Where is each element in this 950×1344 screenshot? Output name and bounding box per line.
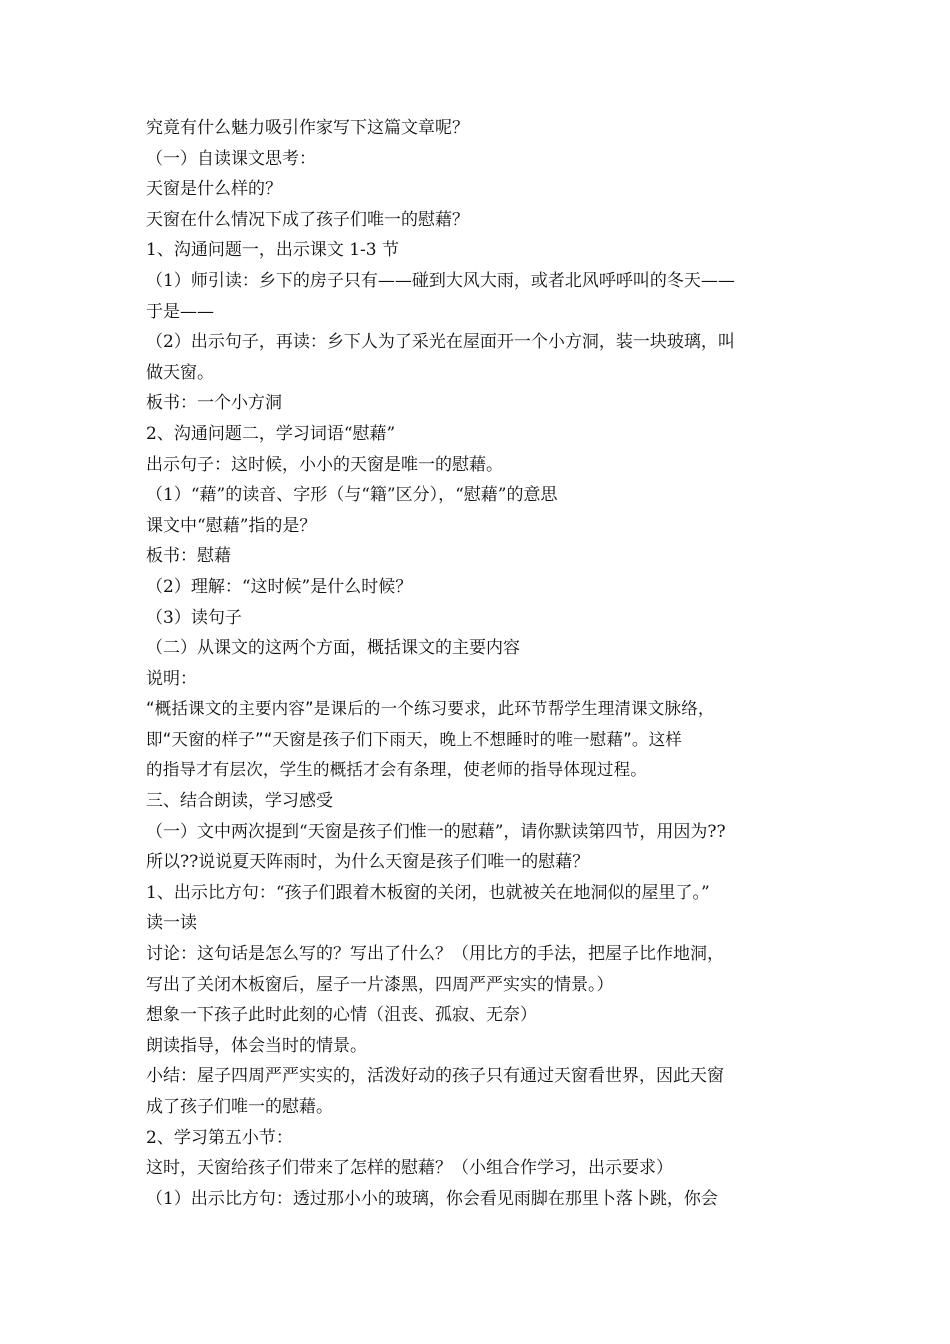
text-line: 1、沟通问题一，出示课文 1-3 节 <box>146 240 399 261</box>
text-line: 于是—— <box>146 301 214 322</box>
document-body <box>146 113 818 1214</box>
text-line: 板书：一个小方洞 <box>146 393 282 414</box>
note-line: 即“天窗的样子”“天窗是孩子们下雨天，晚上不想睡时的唯一慰藉”。这样 <box>146 729 682 749</box>
note-line: “概括课文的主要内容”是课后的一个练习要求，此环节帮学生理清课文脉络， <box>146 699 715 719</box>
text-line: （一）文中两次提到“天窗是孩子们惟一的慰藉”，请你默读第四节，用因为?? <box>146 821 726 842</box>
text-line: 所以??说说夏天阵雨时，为什么天窗是孩子们唯一的慰藉？ <box>146 852 590 873</box>
text-line: 2、沟通问题二，学习词语“慰藉” <box>146 423 396 444</box>
text-line: （二）从课文的这两个方面，概括课文的主要内容 <box>146 638 520 659</box>
text-line: 想象一下孩子此时此刻的心情（沮丧、孤寂、无奈） <box>146 1005 537 1026</box>
note-line: 的指导才有层次，学生的概括才会有条理，使老师的指导体现过程。 <box>146 760 647 780</box>
text-line: 究竟有什么魅力吸引作家写下这篇文章呢？ <box>146 118 469 138</box>
text-line: 做天窗。 <box>146 362 214 383</box>
text-line: （1）“藉”的读音、字形（与“籍”区分），“慰藉”的意思 <box>146 485 558 506</box>
text-line: 读一读 <box>146 913 197 934</box>
text-line: 说明： <box>146 668 197 689</box>
text-line: （1）师引读：乡下的房子只有——碰到大风大雨，或者北风呼呼叫的冬天—— <box>146 270 735 291</box>
text-line: 这时，天窗给孩子们带来了怎样的慰藉？（小组合作学习，出示要求） <box>146 1158 673 1179</box>
text-line: 小结：屋子四周严严实实的，活泼好动的孩子只有通过天窗看世界，因此天窗 <box>146 1066 724 1087</box>
text-line: 成了孩子们唯一的慰藉。 <box>146 1097 333 1117</box>
text-line: 课文中“慰藉”指的是？ <box>146 515 317 536</box>
text-line: 写出了关闭木板窗后，屋子一片漆黑，四周严严实实的情景。） <box>146 974 614 995</box>
text-line: （2）理解：“这时候”是什么时候？ <box>146 576 413 597</box>
text-line: 天窗是什么样的？ <box>146 179 282 200</box>
text-line: 1、出示比方句：“孩子们跟着木板窗的关闭，也就被关在地洞似的屋里了。” <box>146 882 710 903</box>
text-line: （一）自读课文思考： <box>146 148 316 169</box>
text-line: 板书：慰藉 <box>146 546 231 567</box>
text-line: 讨论：这句话是怎么写的？写出了什么？（用比方的手法，把屋子比作地洞， <box>146 944 724 965</box>
text-line: （2）出示句子，再读：乡下人为了采光在屋面开一个小方洞，装一块玻璃，叫 <box>146 332 735 353</box>
text-line: （1）出示比方句：透过那小小的玻璃，你会看见雨脚在那里卜落卜跳，你会 <box>146 1188 718 1209</box>
text-line: 朗读指导，体会当时的情景。 <box>146 1035 367 1056</box>
text-line: 三、结合朗读，学习感受 <box>146 791 333 812</box>
text-line: （3）读句子 <box>146 607 242 628</box>
text-line: 2、学习第五小节： <box>146 1127 293 1148</box>
text-line: 天窗在什么情况下成了孩子们唯一的慰藉？ <box>146 209 469 230</box>
text-line: 出示句子：这时候，小小的天窗是唯一的慰藉。 <box>146 454 503 475</box>
